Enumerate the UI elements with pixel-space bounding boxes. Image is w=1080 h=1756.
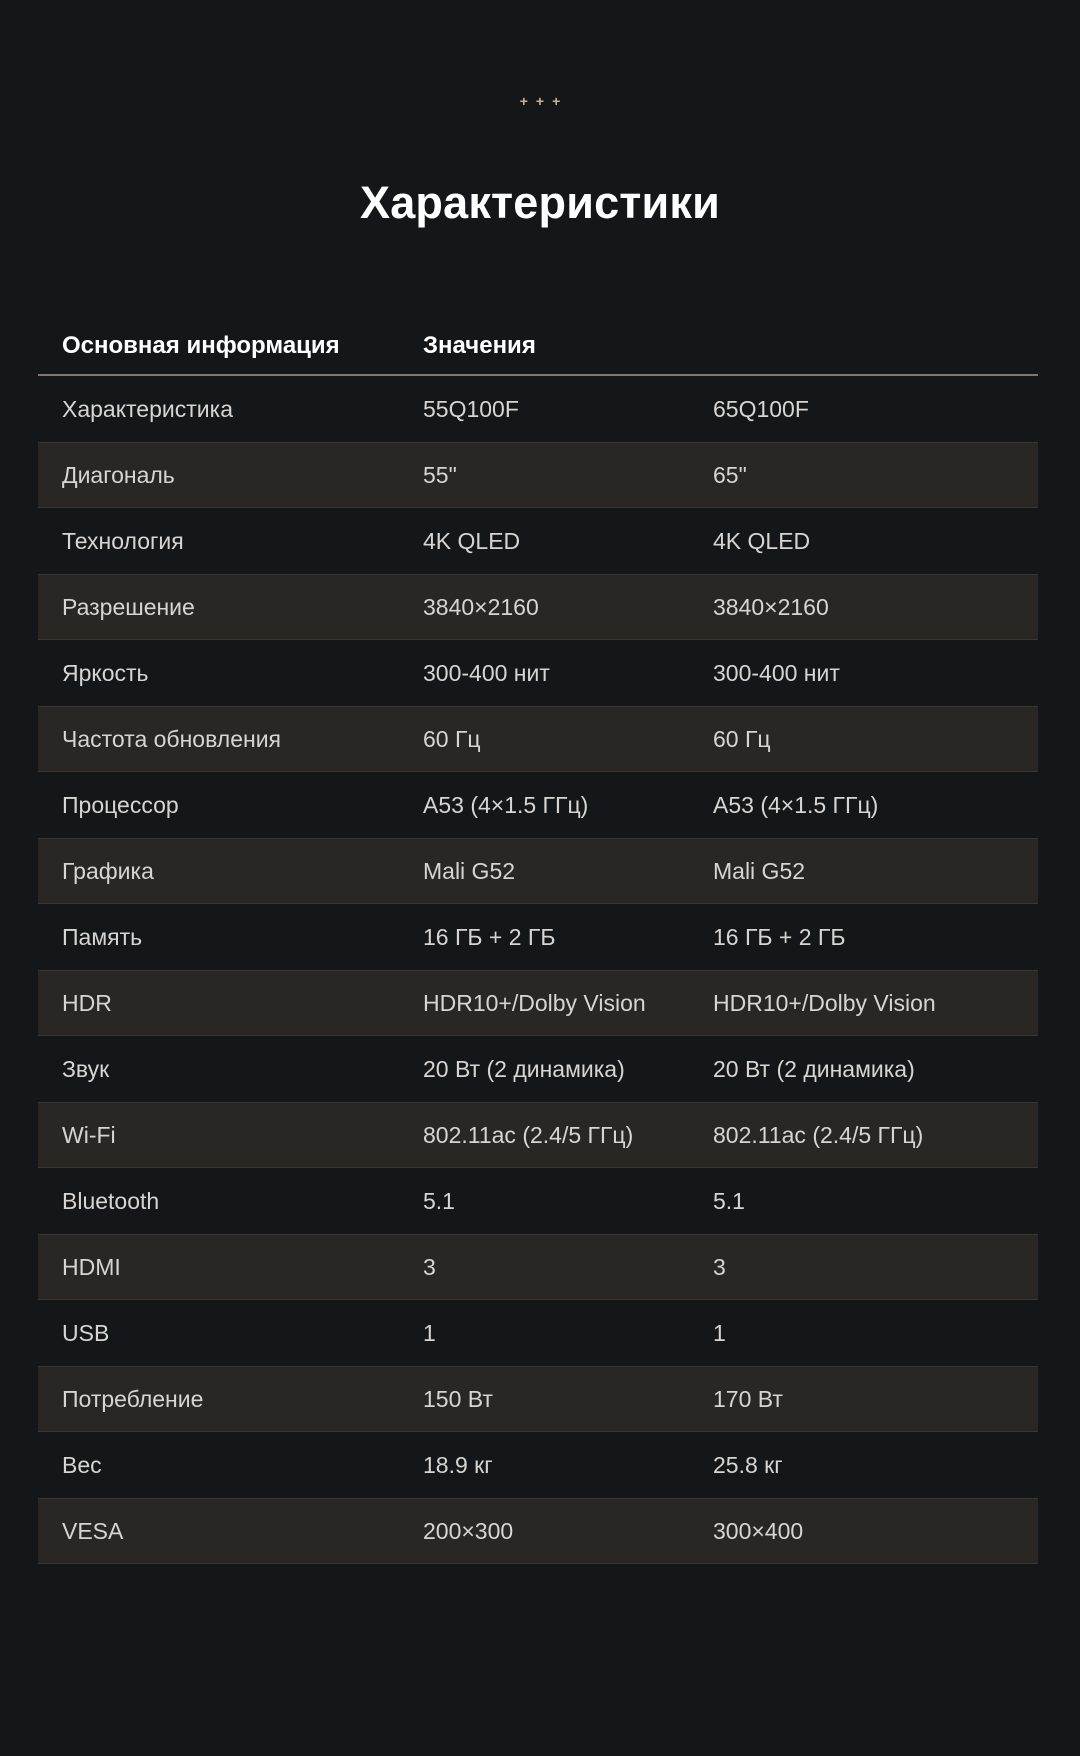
page-title: Характеристики xyxy=(359,177,720,228)
row-value-1: 4K QLED xyxy=(423,527,521,554)
row-value-1: 300-400 нит xyxy=(423,659,550,686)
row-value-1: 16 ГБ + 2 ГБ xyxy=(423,923,556,950)
row-label: HDR xyxy=(62,989,112,1016)
row-value-1: 60 Гц xyxy=(423,725,481,752)
spec-table xyxy=(38,318,1038,1564)
row-label: Разрешение xyxy=(62,593,195,620)
row-value-1: 1 xyxy=(423,1319,436,1346)
table-row xyxy=(38,1432,1038,1498)
row-value-1: 55" xyxy=(423,461,457,488)
table-row xyxy=(38,508,1038,574)
row-label: Bluetooth xyxy=(62,1187,160,1214)
row-label: Звук xyxy=(62,1055,110,1082)
row-label: Вес xyxy=(62,1451,102,1478)
row-value-2: 3 xyxy=(713,1253,726,1280)
row-label: Технология xyxy=(62,527,184,554)
row-label: HDMI xyxy=(62,1253,121,1280)
row-value-2: 16 ГБ + 2 ГБ xyxy=(713,923,846,950)
row-label: Wi-Fi xyxy=(62,1121,116,1148)
row-value-1: HDR10+/Dolby Vision xyxy=(423,989,646,1016)
row-value-2: 4K QLED xyxy=(713,527,811,554)
table-row xyxy=(38,1300,1038,1366)
row-value-2: A53 (4×1.5 ГГц) xyxy=(713,791,879,818)
row-value-1: 200×300 xyxy=(423,1517,514,1544)
row-value-1: 20 Вт (2 динамика) xyxy=(423,1055,625,1082)
row-value-1: 55Q100F xyxy=(423,395,519,422)
table-row xyxy=(38,442,1038,508)
row-label: Характеристика xyxy=(62,395,233,422)
table-row xyxy=(38,1102,1038,1168)
row-value-2: 60 Гц xyxy=(713,725,771,752)
row-value-2: 25.8 кг xyxy=(713,1451,783,1478)
row-value-2: 65" xyxy=(713,461,747,488)
table-row xyxy=(38,706,1038,772)
row-value-1: 3840×2160 xyxy=(423,593,539,620)
row-label: VESA xyxy=(62,1517,124,1544)
table-row xyxy=(38,640,1038,706)
row-label: Графика xyxy=(62,857,154,884)
header-values: Значения xyxy=(423,332,536,359)
row-value-2: HDR10+/Dolby Vision xyxy=(713,989,936,1016)
row-value-2: 300×400 xyxy=(713,1517,804,1544)
row-value-1: Mali G52 xyxy=(423,857,516,884)
table-row xyxy=(38,1168,1038,1234)
row-value-1: 18.9 кг xyxy=(423,1451,493,1478)
table-header-row xyxy=(38,318,1038,374)
table-row xyxy=(38,838,1038,904)
row-value-2: Mali G52 xyxy=(713,857,806,884)
row-value-1: 802.11ac (2.4/5 ГГц) xyxy=(423,1121,634,1148)
table-row xyxy=(38,1036,1038,1102)
row-label: Диагональ xyxy=(62,461,175,488)
row-value-2: 5.1 xyxy=(713,1187,745,1214)
row-value-2: 170 Вт xyxy=(713,1385,783,1412)
table-row xyxy=(38,1366,1038,1432)
table-row xyxy=(38,1498,1038,1564)
row-label: Память xyxy=(62,923,143,950)
row-value-2: 20 Вт (2 динамика) xyxy=(713,1055,915,1082)
table-row xyxy=(38,574,1038,640)
row-label: Потребление xyxy=(62,1385,204,1412)
table-row xyxy=(38,1234,1038,1300)
row-value-1: 3 xyxy=(423,1253,436,1280)
table-row xyxy=(38,772,1038,838)
table-row xyxy=(38,970,1038,1036)
header-main-info: Основная информация xyxy=(62,332,340,359)
row-value-1: A53 (4×1.5 ГГц) xyxy=(423,791,589,818)
table-row xyxy=(38,376,1038,442)
row-value-2: 300-400 нит xyxy=(713,659,840,686)
row-value-2: 1 xyxy=(713,1319,726,1346)
table-row xyxy=(38,904,1038,970)
row-value-2: 3840×2160 xyxy=(713,593,829,620)
row-label: Процессор xyxy=(62,791,179,818)
table-rows xyxy=(38,376,1038,1564)
row-value-2: 65Q100F xyxy=(713,395,809,422)
row-value-1: 150 Вт xyxy=(423,1385,493,1412)
ornament-crosses-icon: +++ xyxy=(519,93,569,109)
row-label: Частота обновления xyxy=(62,725,282,752)
row-label: Яркость xyxy=(62,659,149,686)
row-value-1: 5.1 xyxy=(423,1187,455,1214)
row-value-2: 802.11ac (2.4/5 ГГц) xyxy=(713,1121,924,1148)
row-label: USB xyxy=(62,1319,110,1346)
